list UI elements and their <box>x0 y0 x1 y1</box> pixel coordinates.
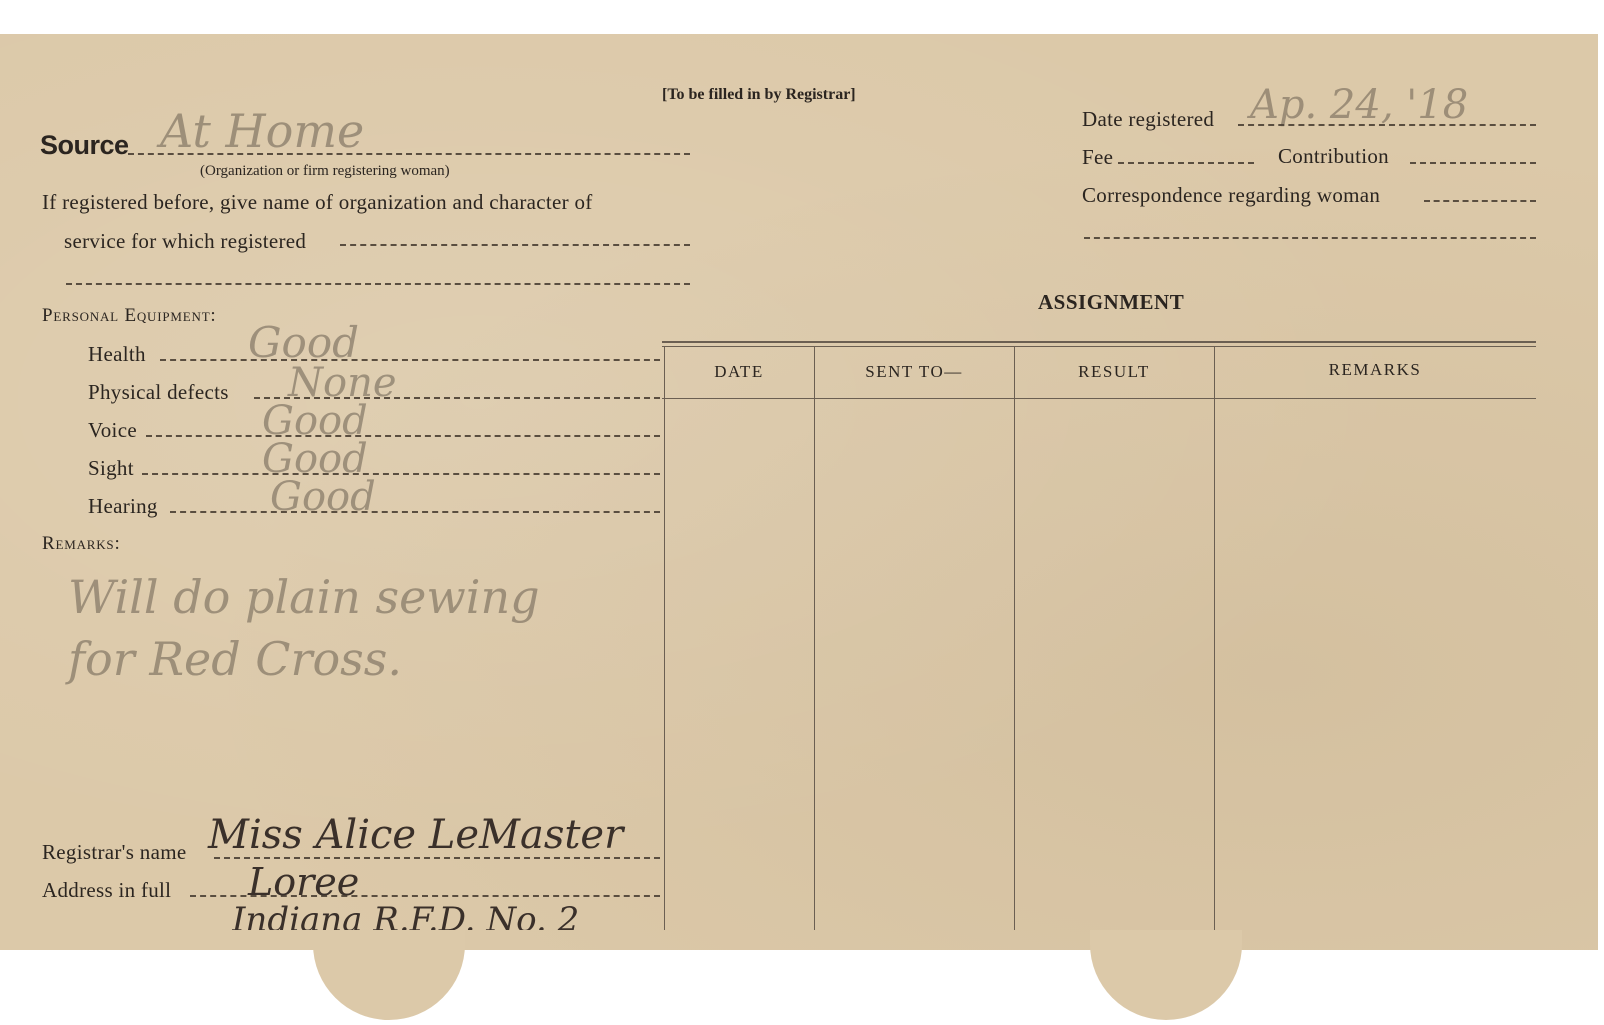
hearing-line <box>170 511 660 513</box>
date-registered-label: Date registered <box>1082 107 1215 131</box>
assignment-header-rule <box>662 398 1536 399</box>
physical-defects-value: None <box>288 360 397 406</box>
correspondence-label: Correspondence regarding woman <box>1082 183 1381 207</box>
sight-line <box>142 473 660 475</box>
contribution-line <box>1410 162 1536 164</box>
address-label: Address in full <box>42 878 172 902</box>
registrar-name-label: Registrar's name <box>42 840 187 864</box>
fee-label: Fee <box>1082 145 1114 169</box>
hearing-value: Good <box>270 474 376 520</box>
source-caption: (Organization or firm registering woman) <box>200 163 450 179</box>
col-divider-1 <box>814 346 815 930</box>
hearing-label: Hearing <box>88 494 158 518</box>
health-line <box>160 359 660 361</box>
card-tab-left <box>313 930 465 1020</box>
source-value: At Home <box>160 104 365 158</box>
source-label: Source <box>40 130 129 160</box>
remarks-line2: for Red Cross. <box>68 632 402 686</box>
health-label: Health <box>88 342 146 366</box>
personal-equipment-heading: Personal Equipment: <box>42 305 217 326</box>
col-divider-left <box>664 346 665 930</box>
contribution-label: Contribution <box>1278 144 1389 168</box>
remarks-line1: Will do plain sewing <box>68 570 540 624</box>
col-divider-3 <box>1214 346 1215 930</box>
physical-defects-label: Physical defects <box>88 380 229 404</box>
registered-before-line1: If registered before, give name of organization and character of <box>42 190 593 214</box>
registered-before-extra-line <box>66 283 690 285</box>
sight-label: Sight <box>88 456 134 480</box>
remarks-heading: Remarks: <box>42 533 121 554</box>
correspondence-line <box>1424 200 1536 202</box>
col-header-date: DATE <box>714 362 764 381</box>
voice-value: Good <box>262 398 368 444</box>
col-header-remarks: REMARKS <box>1328 360 1422 379</box>
assignment-title: ASSIGNMENT <box>1038 290 1185 314</box>
registrar-name-value: Miss Alice LeMaster <box>208 812 624 858</box>
correspondence-extra-line <box>1084 237 1536 239</box>
col-header-sent-to: SENT TO— <box>865 362 963 381</box>
sight-value: Good <box>262 436 368 482</box>
fee-line <box>1118 162 1254 164</box>
registrar-note: [To be filled in by Registrar] <box>662 86 856 103</box>
address-value-line1: Loree <box>248 860 360 904</box>
voice-label: Voice <box>88 418 137 442</box>
address-value-line2: Indiana R.F.D. No. 2 <box>232 900 580 930</box>
assignment-top-rule <box>662 341 1536 343</box>
health-value: Good <box>248 318 360 367</box>
voice-line <box>146 435 660 437</box>
col-header-result: RESULT <box>1078 362 1150 381</box>
registered-before-line2: service for which registered <box>64 229 307 253</box>
col-divider-2 <box>1014 346 1015 930</box>
date-registered-value: Ap. 24, '18 <box>1250 82 1469 128</box>
assignment-top-rule-inner <box>662 346 1536 347</box>
card-tab-right <box>1090 930 1242 1020</box>
registered-before-field <box>340 244 690 246</box>
